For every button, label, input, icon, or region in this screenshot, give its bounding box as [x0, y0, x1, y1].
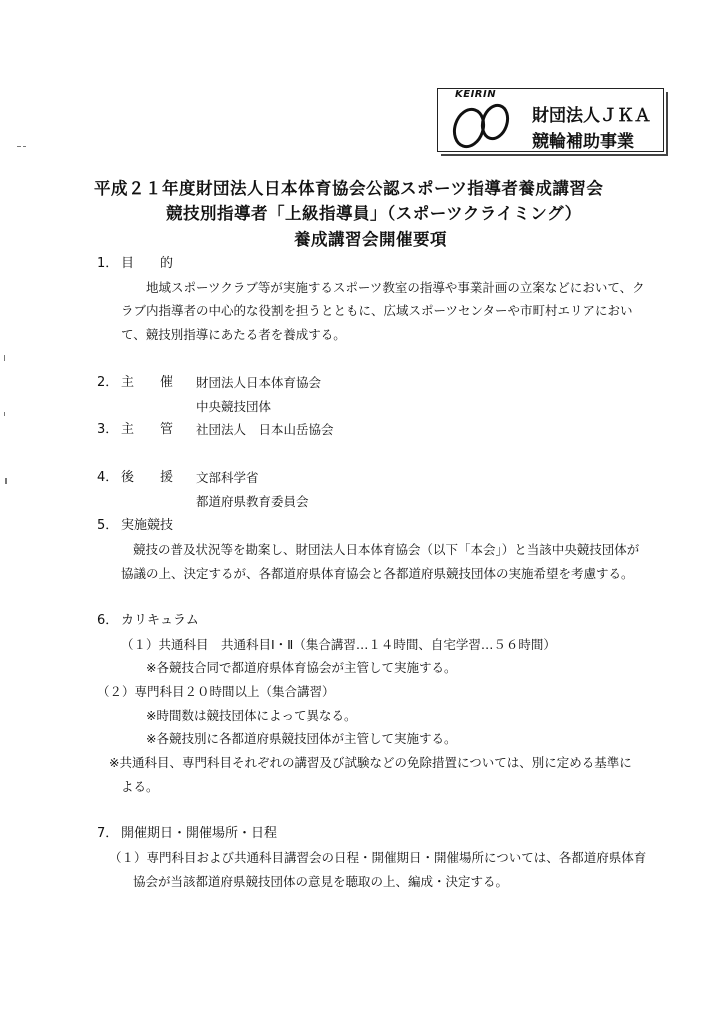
section-1-body-line: 地域スポーツクラブ等が実施するスポーツ教室の指導や事業計画の立案などにおいて、ク: [146, 280, 645, 295]
schedule-item-line: 協会が当該都道府県競技団体の意見を聴取の上、編成・決定する。: [133, 874, 509, 889]
curriculum-common-subjects: （１）共通科目 共通科目Ⅰ・Ⅱ（集合講習…１４時間、自宅学習…５６時間）: [121, 637, 556, 652]
keirin-logo-text: KEIRIN: [455, 89, 497, 100]
section-2-number: 2．: [97, 375, 119, 390]
organizer-value: 中央競技団体: [196, 399, 272, 414]
section-1-heading: 目 的: [121, 256, 174, 271]
schedule-item-line: （１）専門科目および共通科目講習会の日程・開催期日・開催場所については、各都道府県体育: [109, 850, 647, 865]
section-1-number: 1．: [97, 256, 119, 271]
scan-speck: [23, 146, 26, 147]
scan-speck: [5, 478, 7, 484]
section-6-number: 6．: [97, 613, 119, 628]
scan-speck: [4, 355, 5, 361]
curriculum-specialized-subjects: （２）専門科目２０時間以上（集合講習）: [97, 684, 335, 699]
section-4-number: 4．: [97, 470, 119, 485]
section-1-body-line: て、競技別指導にあたる者を養成する。: [121, 327, 346, 342]
title-line-2: 競技別指導者「上級指導員」（スポーツクライミング）: [166, 204, 582, 223]
scan-speck: [17, 146, 21, 147]
supporter-value: 都道府県教育委員会: [196, 494, 309, 509]
scan-speck: [4, 412, 5, 416]
section-3-number: 3．: [97, 422, 119, 437]
section-4-heading: 後 援: [121, 470, 174, 485]
section-1-body-line: ラブ内指導者の中心的な役割を担うとともに、広域スポーツセンターや市町村エリアにおい: [121, 303, 633, 318]
curriculum-footnote-line: ※共通科目、専門科目それぞれの講習及び試験などの免除措置については、別に定める基準に: [109, 755, 632, 770]
section-5-body-line: 競技の普及状況等を勘案し、財団法人日本体育協会（以下「本会」）と当該中央競技団体が: [133, 542, 640, 557]
section-2-heading: 主 催: [121, 375, 174, 390]
section-7-number: 7．: [97, 826, 119, 841]
organizer-value: 財団法人日本体育協会: [196, 375, 322, 390]
section-5-heading: 実施競技: [121, 518, 174, 533]
title-line-1: 平成２１年度財団法人日本体育協会公認スポーツ指導者養成講習会: [94, 179, 604, 198]
curriculum-specialized-note: ※時間数は競技団体によって異なる。: [146, 708, 357, 723]
section-5-body-line: 協議の上、決定するが、各都道府県体育協会と各都道府県競技団体の実施希望を考慮する。: [121, 566, 634, 581]
keirin-rings-icon: [447, 100, 527, 152]
title-line-3: 養成講習会開催要項: [294, 230, 447, 249]
section-7-heading: 開催期日・開催場所・日程: [121, 826, 278, 841]
supporter-value: 文部科学省: [196, 470, 259, 485]
org-name: 財団法人ＪＫＡ: [532, 106, 651, 126]
managing-org-value: 社団法人 日本山岳協会: [196, 422, 334, 437]
section-6-heading: カリキュラム: [121, 613, 199, 628]
section-3-heading: 主 管: [121, 422, 174, 437]
curriculum-common-note: ※各競技合同で都道府県体育協会が主管して実施する。: [146, 660, 457, 675]
curriculum-specialized-note: ※各競技別に各都道府県競技団体が主管して実施する。: [146, 731, 457, 746]
curriculum-footnote-line: よる。: [121, 779, 159, 794]
section-5-number: 5．: [97, 518, 119, 533]
subsidy-label: 競輪補助事業: [532, 132, 634, 152]
